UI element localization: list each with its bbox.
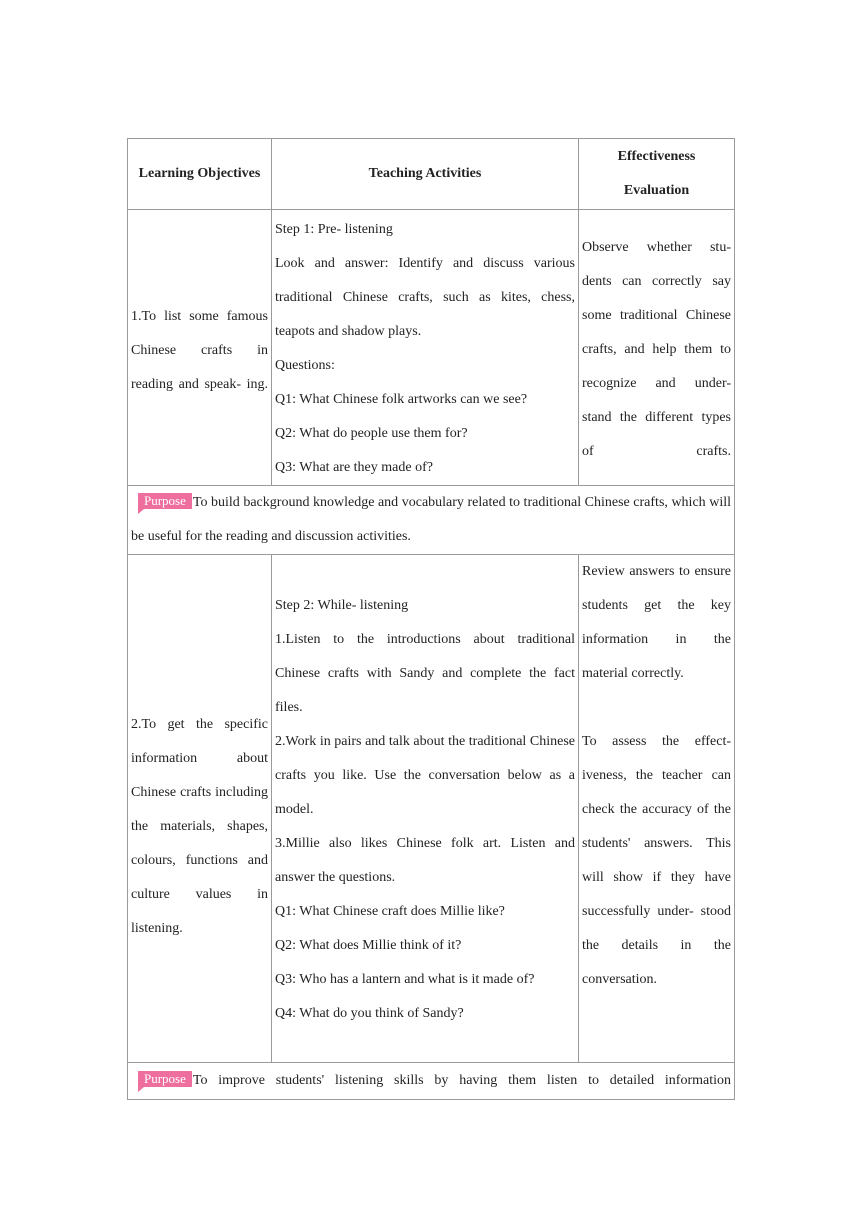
- activities-cell: [272, 210, 579, 486]
- question-item: Q3: Who has a lantern and what is it made of?: [275, 972, 535, 987]
- question-item: Q2: What do people use them for?: [275, 426, 468, 441]
- header-evaluation-line2: Evaluation: [623, 183, 690, 198]
- step-title: Step 2: While- listening: [275, 598, 409, 613]
- table-row: [128, 555, 735, 1063]
- activity-text: 1.Listen to the introductions about traditional Chinese crafts with Sandy and complete the fact files.: [275, 632, 575, 715]
- activities-cell: [272, 555, 579, 1063]
- question-item: Q1: What Chinese craft does Millie like?: [275, 904, 505, 919]
- questions-label: Questions:: [275, 358, 335, 373]
- purpose-tag: Purpose: [138, 1071, 192, 1087]
- objective-text: 2.To get the specific information about Chinese crafts including the materials, shapes, colours, functions and culture values in listening.: [131, 716, 268, 936]
- question-item: Q2: What does Millie think of it?: [275, 938, 462, 953]
- step-title: Step 1: Pre- listening: [275, 222, 393, 237]
- header-evaluation-line1: Effectiveness: [617, 149, 696, 164]
- objective-cell: [128, 210, 272, 486]
- table-row: [128, 210, 735, 486]
- purpose-row: [128, 486, 735, 555]
- evaluation-text: To assess the effect- iveness, the teacher can check the accuracy of the students' answers. This will show if they have successfully under- stood the details in the conversation.: [582, 734, 731, 987]
- purpose-cell: [128, 486, 735, 555]
- header-effectiveness-evaluation: [579, 139, 735, 210]
- activity-text: Look and answer: Identify and discuss various traditional Chinese crafts, such as kites, chess, teapots and shadow plays.: [275, 256, 575, 339]
- lesson-plan-table: [127, 138, 735, 1100]
- objective-cell: [128, 555, 272, 1063]
- purpose-text: To improve students' listening skills by having them listen to detailed information: [192, 1073, 731, 1088]
- evaluation-cell: [579, 555, 735, 1063]
- evaluation-cell: [579, 210, 735, 486]
- activity-text: 2.Work in pairs and talk about the traditional Chinese crafts you like. Use the conversation below as a model.: [275, 734, 575, 817]
- purpose-row: [128, 1063, 735, 1100]
- header-teaching-activities: Teaching Activities: [272, 139, 579, 210]
- question-item: Q3: What are they made of?: [275, 460, 433, 475]
- purpose-text: To build background knowledge and vocabulary related to traditional Chinese crafts, which will be useful for the reading and discussion activities.: [131, 495, 731, 544]
- evaluation-text: Observe whether stu- dents can correctly say some traditional Chinese crafts, and help them to recognize and under- stand the different types of crafts.: [582, 239, 731, 459]
- header-row: [128, 139, 735, 210]
- question-item: Q4: What do you think of Sandy?: [275, 1006, 464, 1021]
- objective-text: 1.To list some famous Chinese crafts in reading and speak- ing.: [131, 308, 268, 392]
- evaluation-text: Review answers to ensure students get the key information in the material correctly.: [582, 564, 731, 681]
- header-learning-objectives: Learning Objectives: [128, 139, 272, 210]
- purpose-tag: Purpose: [138, 493, 192, 509]
- activity-text: 3.Millie also likes Chinese folk art. Listen and answer the questions.: [275, 836, 575, 885]
- question-item: Q1: What Chinese folk artworks can we see?: [275, 392, 528, 407]
- purpose-cell: [128, 1063, 735, 1100]
